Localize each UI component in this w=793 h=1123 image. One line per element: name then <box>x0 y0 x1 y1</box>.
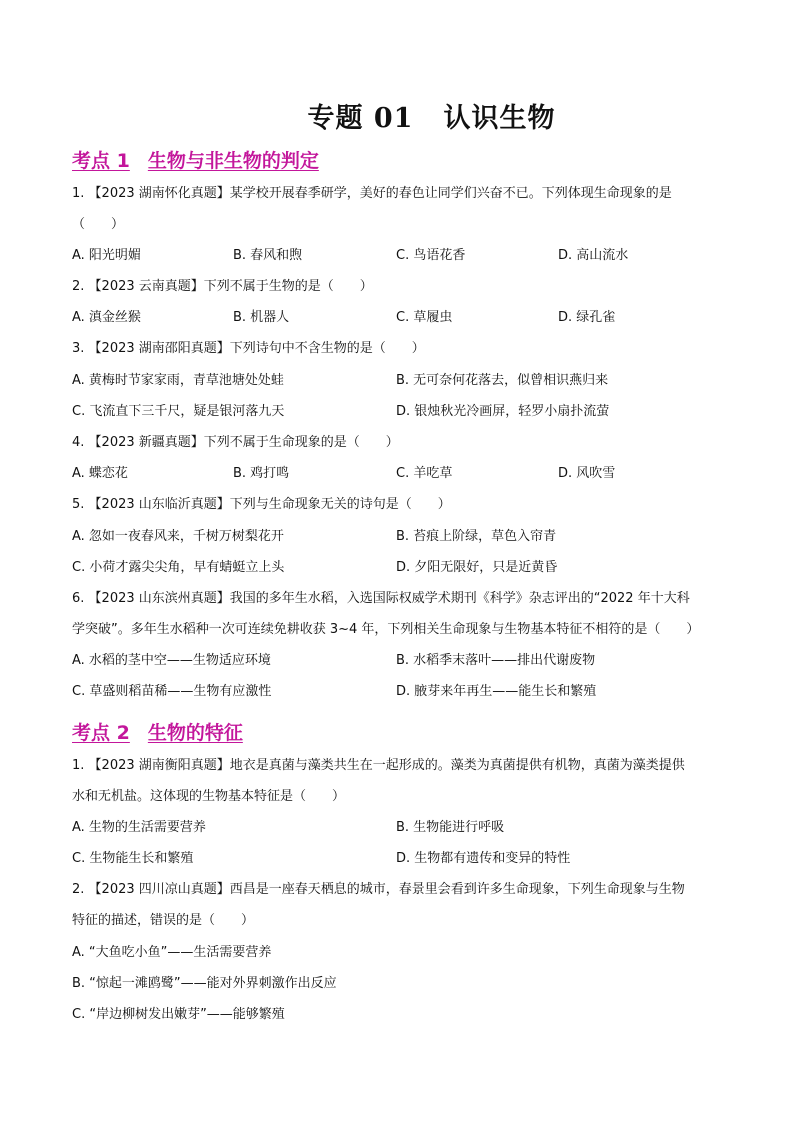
option-c: C. 草履虫 <box>396 310 453 325</box>
option-d: D. 高山流水 <box>558 248 629 263</box>
page-title <box>0 96 793 135</box>
option-c: C. 飞流直下三千尺，疑是银河落九天 <box>72 404 285 419</box>
option-c: C. 羊吃草 <box>396 466 453 481</box>
option-d: D. 生物都有遗传和变异的特性 <box>396 851 571 866</box>
question-stem-continued: 水和无机盐。这体现的生物基本特征是（ ） <box>72 789 346 804</box>
question-stem-continued: 特征的描述，错误的是（ ） <box>72 913 255 928</box>
section-label: 考点 1 <box>72 150 130 172</box>
question-stem: 4. 【2023 新疆真题】下列不属于生命现象的是（ ） <box>72 435 399 450</box>
option-b: B. “惊起一滩鸥鹭”——能对外界刺激作出反应 <box>72 976 337 991</box>
option-a: A. 滇金丝猴 <box>72 310 141 325</box>
option-a: A. 阳光明媚 <box>72 248 141 263</box>
section-heading-1 <box>72 146 319 173</box>
option-c: C. 鸟语花香 <box>396 248 466 263</box>
option-b: B. 机器人 <box>233 310 290 325</box>
question-stem: 2. 【2023 四川凉山真题】西昌是一座春天栖息的城市，春景里会看到许多生命现象，下列生命现象与生物 <box>72 882 685 897</box>
option-c: C. 草盛则稻苗稀——生物有应激性 <box>72 684 272 699</box>
option-c: C. 小荷才露尖尖角，早有蜻蜓立上头 <box>72 560 285 575</box>
option-b: B. 春风和煦 <box>233 248 303 263</box>
option-a: A. 忽如一夜春风来，千树万树梨花开 <box>72 529 284 544</box>
option-d: D. 夕阳无限好，只是近黄昏 <box>396 560 558 575</box>
option-b: B. 无可奈何花落去，似曾相识燕归来 <box>396 373 609 388</box>
option-c: C. 生物能生长和繁殖 <box>72 851 194 866</box>
section-heading-2 <box>72 718 243 745</box>
question-stem: 1. 【2023 湖南衡阳真题】地衣是真菌与藻类共生在一起形成的。藻类为真菌提供有机物，真菌为藻类提供 <box>72 758 685 773</box>
option-d: D. 绿孔雀 <box>558 310 616 325</box>
option-d: D. 风吹雪 <box>558 466 616 481</box>
option-d: D. 腋芽来年再生——能生长和繁殖 <box>396 684 597 699</box>
question-stem: 1. 【2023 湖南怀化真题】某学校开展春季研学，美好的春色让同学们兴奋不已。下列体现生命现象的是 <box>72 186 672 201</box>
option-a: A. “大鱼吃小鱼”——生活需要营养 <box>72 945 272 960</box>
option-a: A. 蝶恋花 <box>72 466 128 481</box>
option-a: A. 生物的生活需要营养 <box>72 820 206 835</box>
option-b: B. 鸡打鸣 <box>233 466 290 481</box>
title-prefix: 专题 01 <box>307 103 414 134</box>
option-b: B. 生物能进行呼吸 <box>396 820 505 835</box>
option-a: A. 黄梅时节家家雨，青草池塘处处蛙 <box>72 373 284 388</box>
option-d: D. 银烛秋光冷画屏，轻罗小扇扑流萤 <box>396 404 610 419</box>
question-stem: 3. 【2023 湖南邵阳真题】下列诗句中不含生物的是（ ） <box>72 341 425 356</box>
question-stem-continued: 学突破”。多年生水稻种一次可连续免耕收获 3~4 年，下列相关生命现象与生物基本特征不相符的是（ ） <box>72 622 700 637</box>
option-b: B. 水稻季末落叶——排出代谢废物 <box>396 653 596 668</box>
question-stem-continued: （ ） <box>72 217 125 232</box>
section-label: 考点 2 <box>72 722 130 744</box>
option-b: B. 苔痕上阶绿，草色入帘青 <box>396 529 557 544</box>
section-name: 生物与非生物的判定 <box>147 150 319 172</box>
option-c: C. “岸边柳树发出嫩芽”——能够繁殖 <box>72 1007 285 1022</box>
title-main: 认识生物 <box>443 103 556 134</box>
option-a: A. 水稻的茎中空——生物适应环境 <box>72 653 271 668</box>
question-stem: 6. 【2023 山东滨州真题】我国的多年生水稻，入选国际权威学术期刊《科学》杂志评出的“2022 年十大科 <box>72 591 690 606</box>
question-stem: 5. 【2023 山东临沂真题】下列与生命现象无关的诗句是（ ） <box>72 497 451 512</box>
section-name: 生物的特征 <box>147 722 243 744</box>
question-stem: 2. 【2023 云南真题】下列不属于生物的是（ ） <box>72 279 373 294</box>
